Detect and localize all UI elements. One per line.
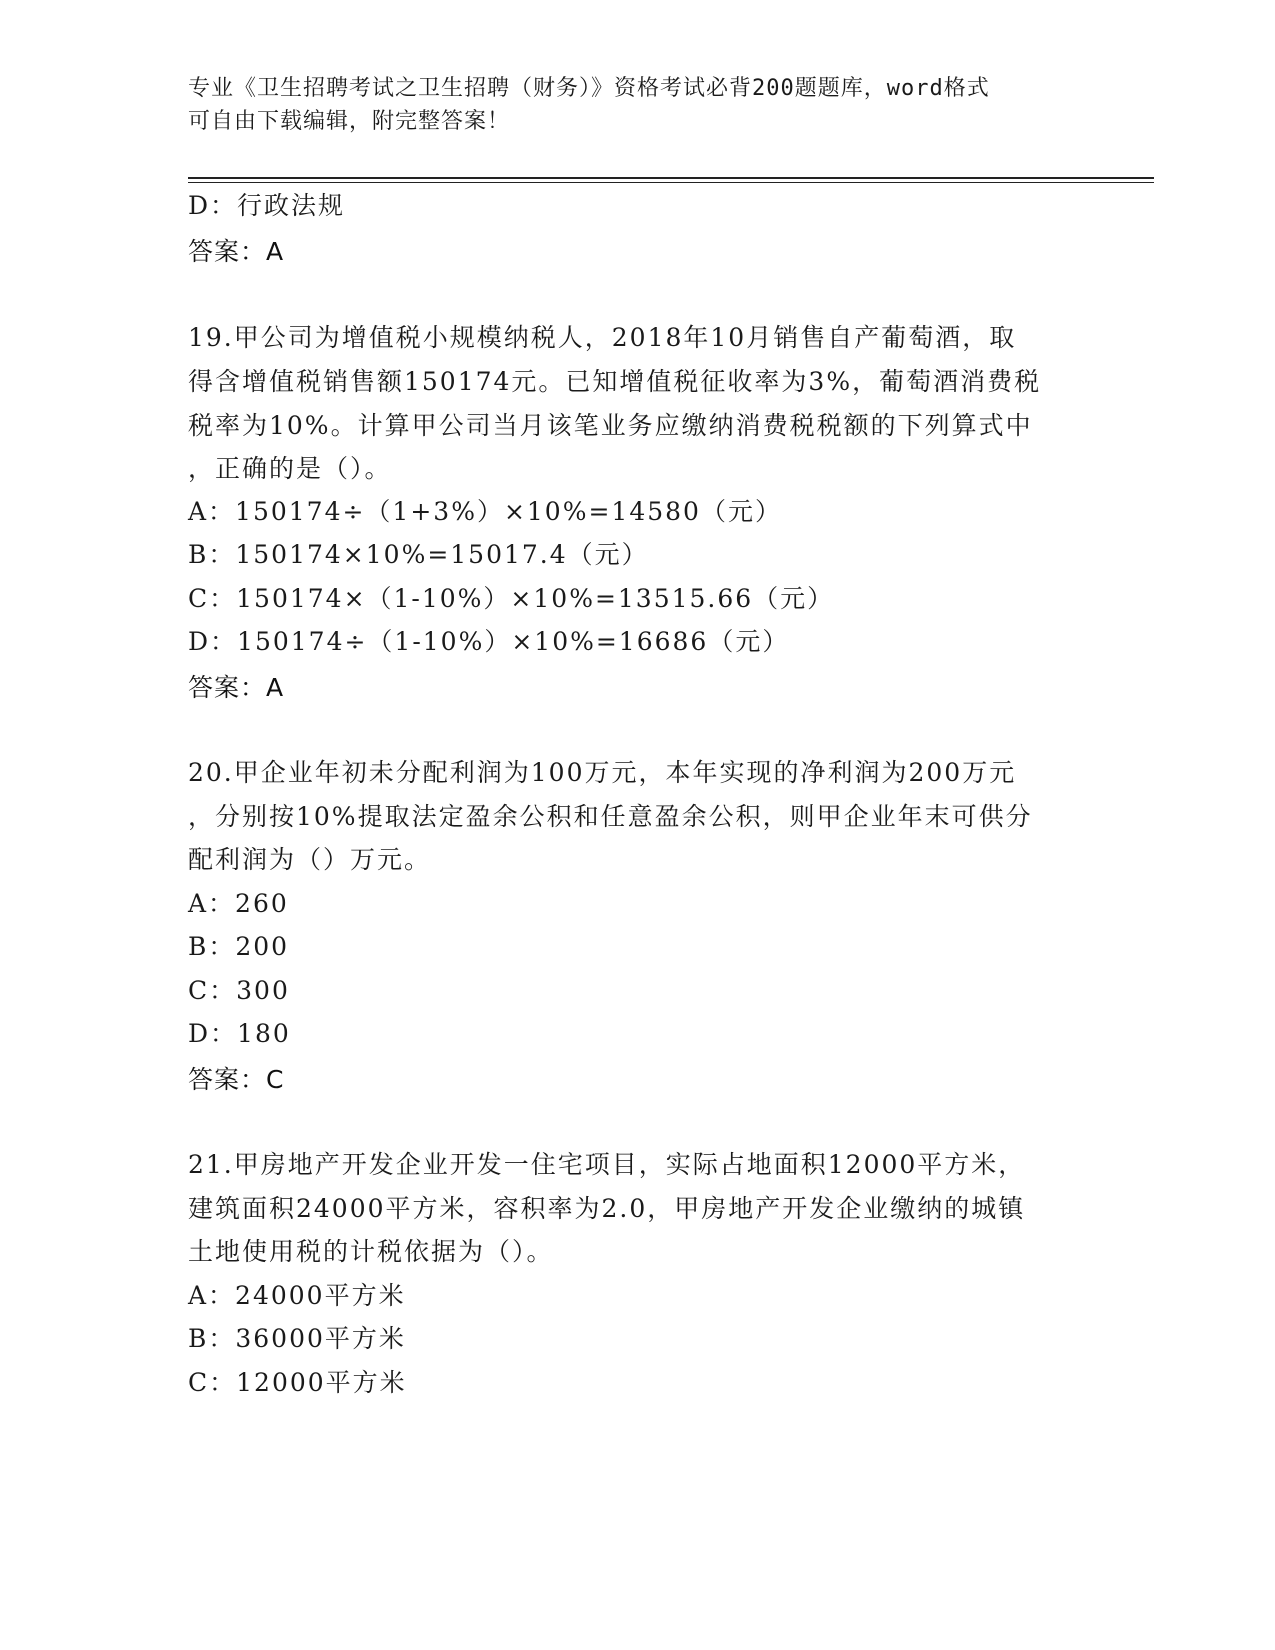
q21-option-b: B：36000平方米: [188, 1324, 406, 1353]
q21-option-c: C：12000平方米: [188, 1368, 407, 1397]
q19-stem-line-3: 税率为10%。计算甲公司当月该笔业务应缴纳消费税税额的下列算式中: [188, 411, 1033, 440]
q20-stem-line-1: 20.甲企业年初未分配利润为100万元，本年实现的净利润为200万元: [188, 758, 1017, 787]
q19-answer: 答案：A: [188, 673, 285, 702]
q19-option-b: B：150174×10%=15017.4（元）: [188, 540, 649, 569]
q19-stem-line-2: 得含增值税销售额150174元。已知增值税征收率为3%，葡萄酒消费税: [188, 367, 1042, 396]
q21-stem-line-2: 建筑面积24000平方米，容积率为2.0，甲房地产开发企业缴纳的城镇: [188, 1194, 1026, 1223]
q19-stem-line-4: ，正确的是（）。: [188, 454, 392, 483]
q20-stem-line-3: 配利润为（）万元。: [188, 845, 432, 874]
q21-stem-line-1: 21.甲房地产开发企业开发一住宅项目，实际占地面积12000平方米，: [188, 1150, 1026, 1179]
q19-stem-line-1: 19.甲公司为增值税小规模纳税人，2018年10月销售自产葡萄酒，取: [188, 323, 1017, 352]
q20-answer: 答案：C: [188, 1065, 285, 1094]
q20-option-d: D：180: [188, 1019, 291, 1048]
q19-option-d: D：150174÷（1-10%）×10%=16686（元）: [188, 627, 790, 656]
q21-stem-line-3: 土地使用税的计税依据为（）。: [188, 1237, 554, 1266]
header-title-line-2: 可自由下载编辑，附完整答案！: [188, 109, 511, 134]
header-divider-thin: [188, 182, 1154, 183]
q19-option-a: A：150174÷（1+3%）×10%=14580（元）: [188, 497, 782, 526]
q20-option-b: B：200: [188, 932, 290, 961]
header-divider-thick: [188, 177, 1154, 179]
header-title-line-1: 专业《卫生招聘考试之卫生招聘（财务）》资格考试必背200题题库，word格式: [188, 76, 990, 101]
document-header: [188, 72, 1068, 138]
q21-option-a: A：24000平方米: [188, 1281, 406, 1310]
q18-option-d: D：行政法规: [188, 191, 346, 220]
q20-option-c: C：300: [188, 976, 290, 1005]
q19-option-c: C：150174×（1-10%）×10%=13515.66（元）: [188, 584, 835, 613]
q20-option-a: A：260: [188, 889, 289, 918]
q20-stem-line-2: ，分别按10%提取法定盈余公积和任意盈余公积，则甲企业年末可供分: [188, 802, 1033, 831]
q18-answer: 答案：A: [188, 237, 285, 266]
